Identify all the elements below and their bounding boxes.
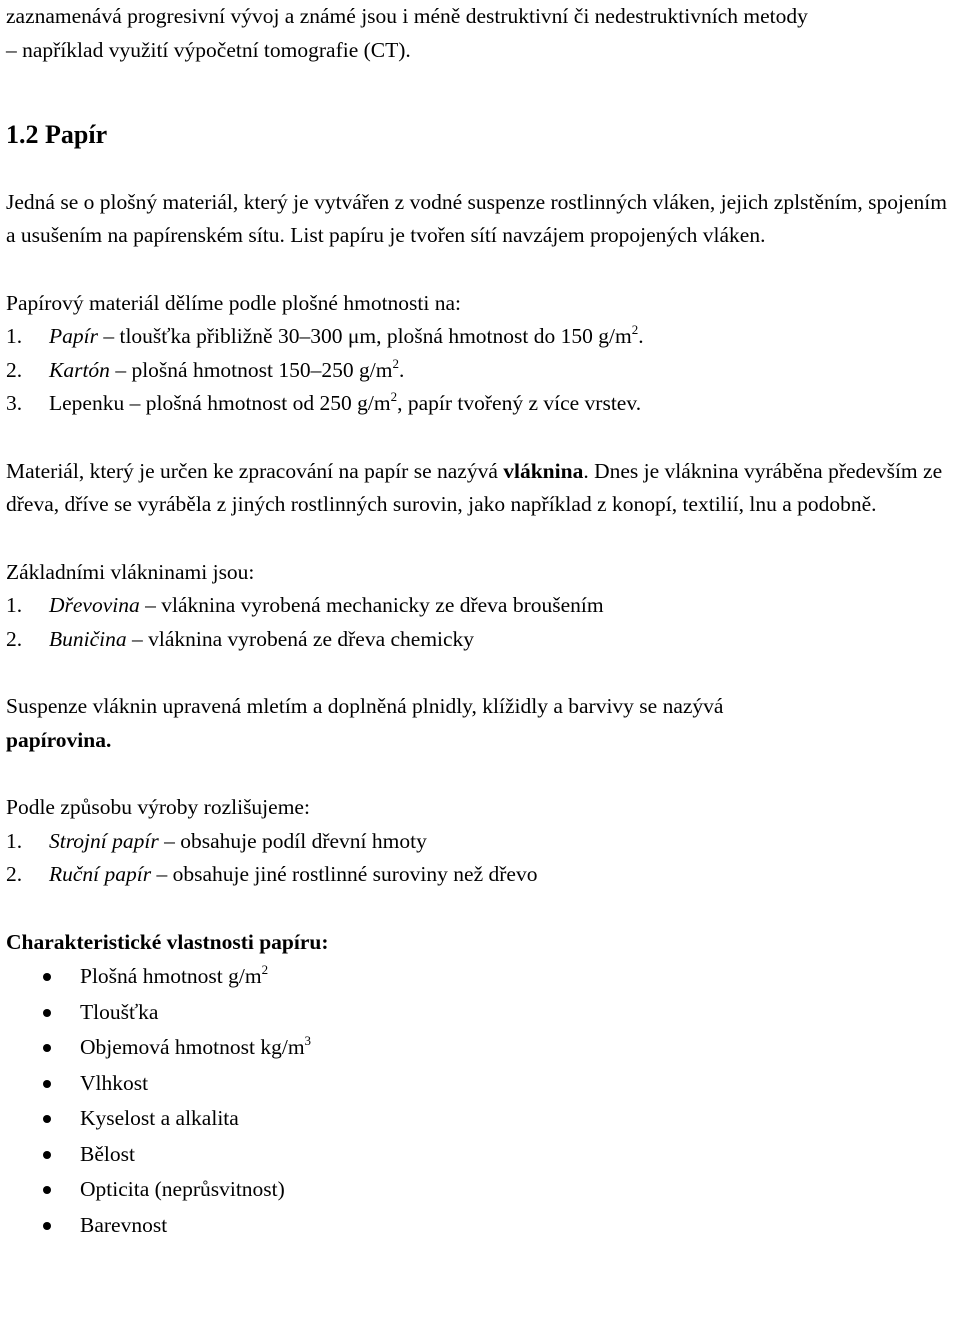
superscript: 2: [631, 322, 639, 337]
list-item: [80, 959, 960, 995]
list-text: – obsahuje jiné rostlinné suroviny než dřevo: [151, 862, 538, 886]
list-item: [6, 623, 960, 657]
list-item: [80, 1030, 960, 1066]
basic-fibers-intro: Základními vlákninami jsou:: [6, 559, 255, 584]
list-item: [6, 320, 960, 354]
production-intro: Podle způsobu výroby rozlišujeme:: [6, 795, 310, 819]
list-text: – plošná hmotnost 150–250 g/m: [109, 357, 393, 382]
fiber-text-end: . Dnes je vláknina vyráběna především ze dřeva, dříve se vyráběla z jiných rostlinných surovin, jako například z konopí, textilií, lnu a podobně.: [6, 458, 943, 516]
list-number: 2.: [6, 862, 23, 886]
list-text-end: , papír tvořený z více vrstev.: [397, 391, 642, 415]
paragraph-fiber: [6, 455, 960, 522]
paragraph-suspension: [6, 690, 960, 757]
section-title: 1.2 Papír: [6, 120, 108, 149]
list-item: [80, 1066, 960, 1102]
production-list: [6, 825, 960, 892]
property-text: Kyselost a alkalita: [80, 1106, 239, 1130]
list-item: [6, 387, 960, 421]
superscript: 3: [304, 1033, 312, 1048]
superscript: 2: [392, 355, 399, 371]
list-item: [80, 1137, 960, 1173]
list-text: Lepenku – plošná hmotnost od 250 g/m: [49, 391, 391, 415]
list-item: [6, 589, 960, 623]
list-text: – vláknina vyrobená ze dřeva chemicky: [126, 626, 475, 651]
list-number: 1.: [6, 324, 23, 348]
list-text: – tloušťka přibližně 30–300 μm, plošná hmotnost do 150 g/m: [97, 324, 632, 348]
property-text: Plošná hmotnost g/m: [80, 964, 262, 988]
weight-list: [6, 320, 960, 421]
weight-intro: Papírový materiál dělíme podle plošné hmotnosti na:: [6, 290, 461, 315]
intro-line-1: zaznamenává progresivní vývoj a známé jsou i méně destruktivní či nedestruktivních metody: [6, 4, 808, 28]
list-number: 3.: [6, 391, 23, 415]
properties-title: Charakteristické vlastnosti papíru:: [6, 929, 329, 954]
fiber-text: Materiál, který je určen ke zpracování na papír se nazývá: [6, 458, 504, 483]
list-term: Ruční papír: [49, 862, 152, 886]
list-text-end: .: [398, 357, 405, 382]
property-text: Vlhkost: [80, 1070, 149, 1095]
list-term: Dřevovina: [49, 593, 140, 617]
list-text-end: .: [638, 324, 644, 348]
intro-line-2: – například využití výpočetní tomografie (CT).: [6, 37, 411, 62]
fiber-term: vláknina: [503, 458, 584, 483]
properties-list: [6, 959, 960, 1243]
property-text: Tloušťka: [80, 999, 159, 1024]
list-term: Buničina: [49, 626, 127, 651]
list-item: [80, 1172, 960, 1208]
list-item: [80, 1208, 960, 1244]
property-text: Opticita (neprůsvitnost): [80, 1177, 285, 1201]
property-text: Bělost: [80, 1141, 135, 1166]
list-term: Papír: [49, 324, 98, 348]
list-text: – vláknina vyrobená mechanicky ze dřeva broušením: [139, 593, 604, 617]
suspension-term: papírovina.: [6, 727, 112, 752]
list-item: [80, 995, 960, 1031]
list-number: 2.: [6, 626, 23, 651]
list-item: [6, 825, 960, 859]
list-item: [6, 858, 960, 892]
superscript: 2: [390, 389, 398, 404]
list-text: – obsahuje podíl dřevní hmoty: [158, 828, 427, 853]
property-text: Barevnost: [80, 1212, 168, 1237]
suspension-text: Suspenze vláknin upravená mletím a doplněná plnidly, klížidly a barvivy se nazývá: [6, 694, 724, 718]
list-item: [6, 354, 960, 388]
list-item: [80, 1101, 960, 1137]
basic-fibers-list: [6, 589, 960, 656]
superscript: 2: [261, 962, 269, 977]
list-term: Kartón: [49, 357, 110, 382]
list-number: 2.: [6, 357, 23, 382]
list-term: Strojní papír: [49, 828, 159, 853]
property-text: Objemová hmotnost kg/m: [80, 1035, 305, 1059]
list-number: 1.: [6, 593, 23, 617]
list-number: 1.: [6, 828, 23, 853]
paragraph-definition: Jedná se o plošný materiál, který je vytvářen z vodné suspenze rostlinných vláken, jejich zplstěním, spojením a usušením na papírenském sítu. List papíru je tvořen sítí navzájem propojených vláken.: [6, 189, 947, 247]
